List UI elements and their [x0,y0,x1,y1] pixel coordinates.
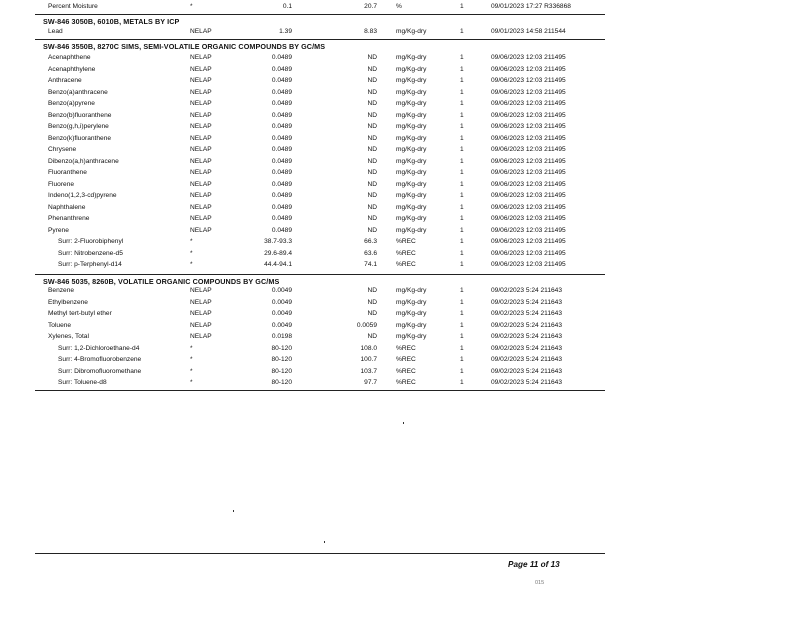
reporting-limit: 0.0489 [271,54,292,61]
units: %REC [396,356,416,363]
units: mg/Kg-dry [396,157,427,165]
units: %REC [396,238,416,245]
method-cert: * [190,249,193,257]
analysis-date: 09/06/2023 12:03 211495 [491,238,566,245]
method-cert: * [190,238,193,245]
dilution-factor: 1 [460,226,464,234]
analysis-date: 09/06/2023 12:03 211495 [491,203,566,211]
method-cert: NELAP [190,123,212,130]
analyte-name: Surr: 2-Fluorobiphenyl [58,238,124,245]
result-value: 74.1 [364,261,377,268]
method-cert: NELAP [190,54,212,61]
table-row [0,28,800,39]
units: mg/Kg-dry [396,192,427,199]
result-value: ND [367,77,377,84]
analysis-date: 09/06/2023 12:03 211495 [491,249,566,257]
dilution-factor: 1 [460,344,464,352]
result-value: ND [367,192,377,199]
units: mg/Kg-dry [396,333,427,340]
method-cert: NELAP [190,287,212,294]
dilution-factor: 1 [460,215,464,222]
analyte-name: Benzo(g,h,i)perylene [48,123,109,130]
analyte-name: Dibenzo(a,h)anthracene [48,157,119,165]
analysis-date: 09/02/2023 5:24 211643 [491,356,563,363]
analysis-date: 09/02/2023 5:24 211643 [491,379,563,386]
units: mg/Kg-dry [396,321,427,329]
dilution-factor: 1 [460,333,464,340]
result-value: ND [367,100,377,107]
reporting-limit: 0.0489 [271,146,292,153]
units: %REC [396,249,416,257]
result-value: 108.0 [360,344,377,352]
dilution-factor: 1 [460,146,464,153]
dilution-factor: 1 [460,77,464,84]
dilution-factor: 1 [460,287,464,294]
units: mg/Kg-dry [396,28,427,35]
table-row [0,261,800,272]
page-stamp: 015 [535,580,545,586]
result-value: 103.7 [360,367,377,375]
analyte-name: Benzo(a)pyrene [48,100,95,107]
units: mg/Kg-dry [396,88,427,96]
units: mg/Kg-dry [396,226,427,234]
method-cert: NELAP [190,226,212,234]
table-row [0,287,800,298]
reporting-limit: 0.0489 [271,215,292,222]
reporting-limit: 38.7-93.3 [264,238,292,245]
analyte-name: Acenaphthylene [48,65,96,73]
units: % [396,3,402,10]
section-divider [35,274,605,275]
analysis-date: 09/06/2023 12:03 211495 [491,215,566,222]
method-cert: NELAP [190,28,212,35]
dilution-factor: 1 [460,134,464,142]
table-row [0,158,800,169]
units: %REC [396,367,416,375]
method-cert: NELAP [190,169,212,176]
method-cert: * [190,344,193,352]
units: mg/Kg-dry [396,146,427,153]
method-cert: NELAP [190,157,212,165]
table-row [0,123,800,134]
analysis-date: 09/02/2023 5:24 211643 [491,321,563,329]
table-row [0,238,800,249]
dilution-factor: 1 [460,28,464,35]
method-cert: NELAP [190,134,212,142]
result-value: ND [367,157,377,165]
table-bottom-rule [35,390,605,391]
result-value: 100.7 [360,356,377,363]
table-row [0,112,800,123]
table-row [0,135,800,146]
table-row [0,146,800,157]
units: mg/Kg-dry [396,169,427,176]
analysis-date: 09/06/2023 12:03 211495 [491,169,566,176]
result-value: 20.7 [364,3,377,10]
reporting-limit: 0.0489 [271,77,292,84]
dilution-factor: 1 [460,157,464,165]
analyte-name: Fluoranthene [48,169,87,176]
method-cert: NELAP [190,88,212,96]
analyte-name: Surr: Nitrobenzene-d5 [58,249,123,257]
result-value: ND [367,134,377,142]
table-row [0,89,800,100]
analysis-date: 09/06/2023 12:03 211495 [491,77,566,84]
analyte-name: Acenaphthene [48,54,91,61]
analysis-date: 09/02/2023 5:24 211643 [491,298,563,306]
section-title: SW-846 3550B, 8270C SIMS, SEMI-VOLATILE ORGANIC COMPOUNDS BY GC/MS [43,42,326,51]
reporting-limit: 0.0489 [271,100,292,107]
reporting-limit: 1.39 [279,28,292,35]
analyte-name: Methyl tert-butyl ether [48,310,112,317]
units: mg/Kg-dry [396,298,427,306]
result-value: ND [367,54,377,61]
reporting-limit: 0.0489 [271,111,292,119]
analysis-date: 09/02/2023 5:24 211643 [491,344,563,352]
analysis-date: 09/06/2023 12:03 211495 [491,226,566,234]
method-cert: NELAP [190,146,212,153]
analysis-date: 09/02/2023 5:24 211643 [491,310,563,317]
dilution-factor: 1 [460,203,464,211]
dilution-factor: 1 [460,65,464,73]
section-divider [35,39,605,40]
result-value: 0.0059 [356,321,377,329]
units: mg/Kg-dry [396,65,427,73]
method-cert: NELAP [190,65,212,73]
units: %REC [396,379,416,386]
result-value: 8.83 [364,28,377,35]
table-row [0,192,800,203]
table-row [0,100,800,111]
scan-speck [324,541,325,543]
units: mg/Kg-dry [396,54,427,61]
method-cert: NELAP [190,111,212,119]
method-cert: NELAP [190,310,212,317]
result-value: ND [367,169,377,176]
analyte-name: Surr: 1,2-Dichloroethane-d4 [58,344,140,352]
method-cert: NELAP [190,192,212,199]
reporting-limit: 0.0489 [271,65,292,73]
table-row [0,368,800,379]
reporting-limit: 0.0049 [271,310,292,317]
reporting-limit: 0.0049 [271,298,292,306]
analysis-date: 09/06/2023 12:03 211495 [491,146,566,153]
analyte-name: Ethylbenzene [48,298,88,306]
table-row [0,181,800,192]
result-value: ND [367,298,377,306]
analysis-date: 09/02/2023 5:24 211643 [491,333,563,340]
reporting-limit: 0.0489 [271,226,292,234]
reporting-limit: 0.0049 [271,287,292,294]
analyte-name: Anthracene [48,77,82,84]
analyte-name: Pyrene [48,226,69,234]
units: mg/Kg-dry [396,203,427,211]
analysis-date: 09/06/2023 12:03 211495 [491,54,566,61]
page-number: Page 11 of 13 [508,560,560,569]
dilution-factor: 1 [460,88,464,96]
scan-speck [233,510,234,512]
analyte-name: Lead [48,28,63,35]
result-value: ND [367,111,377,119]
result-value: 66.3 [364,238,377,245]
section-divider [35,14,605,15]
analyte-name: Percent Moisture [48,3,98,10]
result-value: ND [367,65,377,73]
units: mg/Kg-dry [396,111,427,119]
dilution-factor: 1 [460,367,464,375]
reporting-limit: 0.0489 [271,169,292,176]
result-value: ND [367,287,377,294]
units: mg/Kg-dry [396,287,427,294]
reporting-limit: 29.6-89.4 [264,249,292,257]
method-cert: * [190,356,193,363]
table-row [0,169,800,180]
reporting-limit: 0.0198 [271,333,292,340]
reporting-limit: 80-120 [271,356,292,363]
table-row [0,66,800,77]
dilution-factor: 1 [460,379,464,386]
table-row [0,215,800,226]
result-value: ND [367,123,377,130]
units: %REC [396,261,416,268]
reporting-limit: 0.0489 [271,192,292,199]
analysis-date: 09/06/2023 12:03 211495 [491,65,566,73]
reporting-limit: 0.0489 [271,180,292,188]
analysis-date: 09/06/2023 12:03 211495 [491,134,566,142]
units: mg/Kg-dry [396,215,427,222]
analysis-date: 09/02/2023 5:24 211643 [491,367,563,375]
reporting-limit: 80-120 [271,367,292,375]
dilution-factor: 1 [460,192,464,199]
method-cert: NELAP [190,298,212,306]
analyte-name: Surr: Dibromofluoromethane [58,367,142,375]
analysis-date: 09/06/2023 12:03 211495 [491,100,566,107]
method-cert: NELAP [190,321,212,329]
reporting-limit: 44.4-94.1 [264,261,292,268]
analyte-name: Chrysene [48,146,77,153]
units: mg/Kg-dry [396,100,427,107]
table-row [0,333,800,344]
analyte-name: Surr: p-Terphenyl-d14 [58,261,122,268]
table-row [0,345,800,356]
result-value: ND [367,215,377,222]
scan-speck [403,422,404,424]
result-value: ND [367,333,377,340]
dilution-factor: 1 [460,123,464,130]
reporting-limit: 0.0049 [271,321,292,329]
analyte-name: Surr: Toluene-d8 [58,379,107,386]
analysis-date: 09/06/2023 12:03 211495 [491,111,566,119]
result-value: ND [367,203,377,211]
method-cert: NELAP [190,333,212,340]
method-cert: * [190,261,193,268]
dilution-factor: 1 [460,261,464,268]
result-value: ND [367,310,377,317]
reporting-limit: 0.0489 [271,157,292,165]
analyte-name: Surr: 4-Bromofluorobenzene [58,356,142,363]
reporting-limit: 0.0489 [271,123,292,130]
analysis-date: 09/06/2023 12:03 211495 [491,88,566,96]
result-value: ND [367,146,377,153]
method-cert: NELAP [190,77,212,84]
analysis-date: 09/02/2023 5:24 211643 [491,287,563,294]
analysis-date: 09/01/2023 17:27 R336868 [491,3,571,10]
dilution-factor: 1 [460,100,464,107]
table-row [0,379,800,390]
analyte-name: Fluorene [48,180,75,188]
dilution-factor: 1 [460,310,464,317]
result-value: ND [367,88,377,96]
dilution-factor: 1 [460,54,464,61]
analysis-date: 09/06/2023 12:03 211495 [491,180,566,188]
table-row [0,322,800,333]
analyte-name: Benzo(a)anthracene [48,88,108,96]
table-row [0,54,800,65]
table-row [0,299,800,310]
units: mg/Kg-dry [396,180,427,188]
footer-rule [35,553,605,554]
dilution-factor: 1 [460,111,464,119]
table-row [0,356,800,367]
analysis-date: 09/01/2023 14:58 211544 [491,28,566,35]
table-row [0,3,800,14]
analyte-name: Naphthalene [48,203,86,211]
reporting-limit: 80-120 [271,379,292,386]
dilution-factor: 1 [460,321,464,329]
analyte-name: Benzene [48,287,75,294]
result-value: 63.6 [364,249,377,257]
dilution-factor: 1 [460,238,464,245]
units: %REC [396,344,416,352]
method-cert: NELAP [190,215,212,222]
result-value: 97.7 [364,379,377,386]
analysis-date: 09/06/2023 12:03 211495 [491,123,566,130]
units: mg/Kg-dry [396,134,427,142]
analyte-name: Toluene [48,321,72,329]
table-row [0,310,800,321]
table-row [0,204,800,215]
method-cert: NELAP [190,180,212,188]
reporting-limit: 0.0489 [271,134,292,142]
reporting-limit: 0.1 [282,3,292,10]
method-cert: * [190,367,193,375]
method-cert: * [190,3,193,10]
units: mg/Kg-dry [396,77,427,84]
analysis-date: 09/06/2023 12:03 211495 [491,157,566,165]
dilution-factor: 1 [460,3,464,10]
result-value: ND [367,226,377,234]
method-cert: NELAP [190,203,212,211]
section-title: SW-846 3050B, 6010B, METALS BY ICP [43,17,180,26]
analyte-name: Indeno(1,2,3-cd)pyrene [48,192,117,199]
method-cert: * [190,379,193,386]
table-row [0,227,800,238]
analyte-name: Benzo(b)fluoranthene [48,111,112,119]
dilution-factor: 1 [460,169,464,176]
units: mg/Kg-dry [396,123,427,130]
dilution-factor: 1 [460,298,464,306]
dilution-factor: 1 [460,356,464,363]
reporting-limit: 0.0489 [271,88,292,96]
analysis-date: 09/06/2023 12:03 211495 [491,261,566,268]
table-row [0,250,800,261]
reporting-limit: 80-120 [271,344,292,352]
analyte-name: Benzo(k)fluoranthene [48,134,112,142]
method-cert: NELAP [190,100,212,107]
dilution-factor: 1 [460,249,464,257]
reporting-limit: 0.0489 [271,203,292,211]
result-value: ND [367,180,377,188]
units: mg/Kg-dry [396,310,427,317]
dilution-factor: 1 [460,180,464,188]
table-row [0,77,800,88]
analyte-name: Xylenes, Total [48,333,89,340]
section-title: SW-846 5035, 8260B, VOLATILE ORGANIC COMPOUNDS BY GC/MS [43,277,280,286]
analysis-date: 09/06/2023 12:03 211495 [491,192,566,199]
analyte-name: Phenanthrene [48,215,90,222]
